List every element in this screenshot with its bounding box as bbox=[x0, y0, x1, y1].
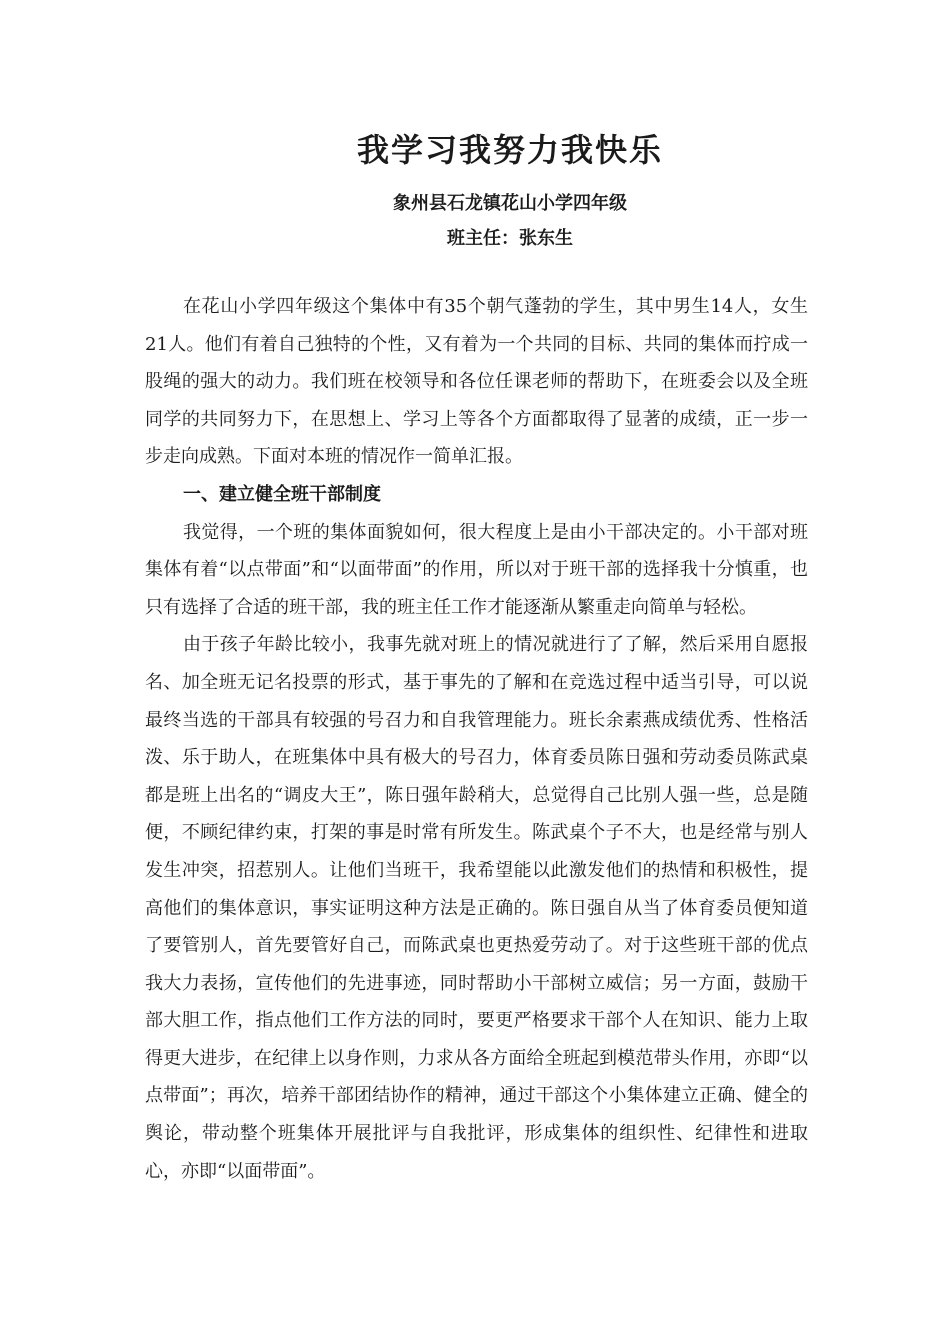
document-subtitle: 象州县石龙镇花山小学四年级 bbox=[393, 193, 627, 214]
document-author: 班主任：张东生 bbox=[447, 228, 573, 249]
section-paragraph: 由于孩子年龄比较小，我事先就对班上的情况就进行了了解，然后采用自愿报名、加全班无记名投票的形式，基于事先的了解和在竞选过程中适当引导，可以说最终当选的干部具有较强的号召力和自我管理能力。班长余素燕成绩优秀、性格活泼、乐于助人，在班集体中具有极大的号召力，体育委员陈日强和劳动委员陈武桌都是班上出名的“调皮大王”，陈日强年龄稍大，总觉得自己比别人强一些，总是随便，不顾纪律约束，打架的事是时常有所发生。陈武桌个子不大，也是经常与别人发生冲突，招惹别人。让他们当班干，我希望能以此激发他们的热情和积极性，提高他们的集体意识，事实证明这种方法是正确的。陈日强自从当了体育委员便知道了要管别人，首先要管好自己，而陈武桌也更热爱劳动了。对于这些班干部的优点我大力表扬，宣传他们的先进事迹，同时帮助小干部树立威信；另一方面，鼓励干部大胆工作，指点他们工作方法的同时，要更严格要求干部个人在知识、能力上取得更大进步，在纪律上以身作则，力求从各方面给全班起到模范带头作用，亦即“以点带面”；再次，培养干部团结协作的精神，通过干部这个小集体建立正确、健全的舆论，带动整个班集体开展批评与自我批评，形成集体的组织性、纪律性和进取心，亦即“以面带面”。 bbox=[145, 634, 808, 1182]
intro-paragraph: 在花山小学四年级这个集体中有35个朝气蓬勃的学生，其中男生14人，女生21人。他们有着自己独特的个性，又有着为一个共同的目标、共同的集体而拧成一股绳的强大的动力。我们班在校领导和各位任课老师的帮助下，在班委会以及全班同学的共同努力下，在思想上、学习上等各个方面都取得了显著的成绩，正一步一步走向成熟。下面对本班的情况作一简单汇报。 bbox=[145, 296, 808, 468]
document-body bbox=[145, 288, 808, 1190]
document-title: 我学习我努力我快乐 bbox=[356, 131, 663, 169]
section-heading: 一、建立健全班干部制度 bbox=[183, 483, 381, 505]
section-paragraph: 我觉得，一个班的集体面貌如何，很大程度上是由小干部决定的。小干部对班集体有着“以点带面”和“以面带面”的作用，所以对于班干部的选择我十分慎重，也只有选择了合适的班干部，我的班主任工作才能逐渐从繁重走向简单与轻松。 bbox=[145, 521, 808, 618]
